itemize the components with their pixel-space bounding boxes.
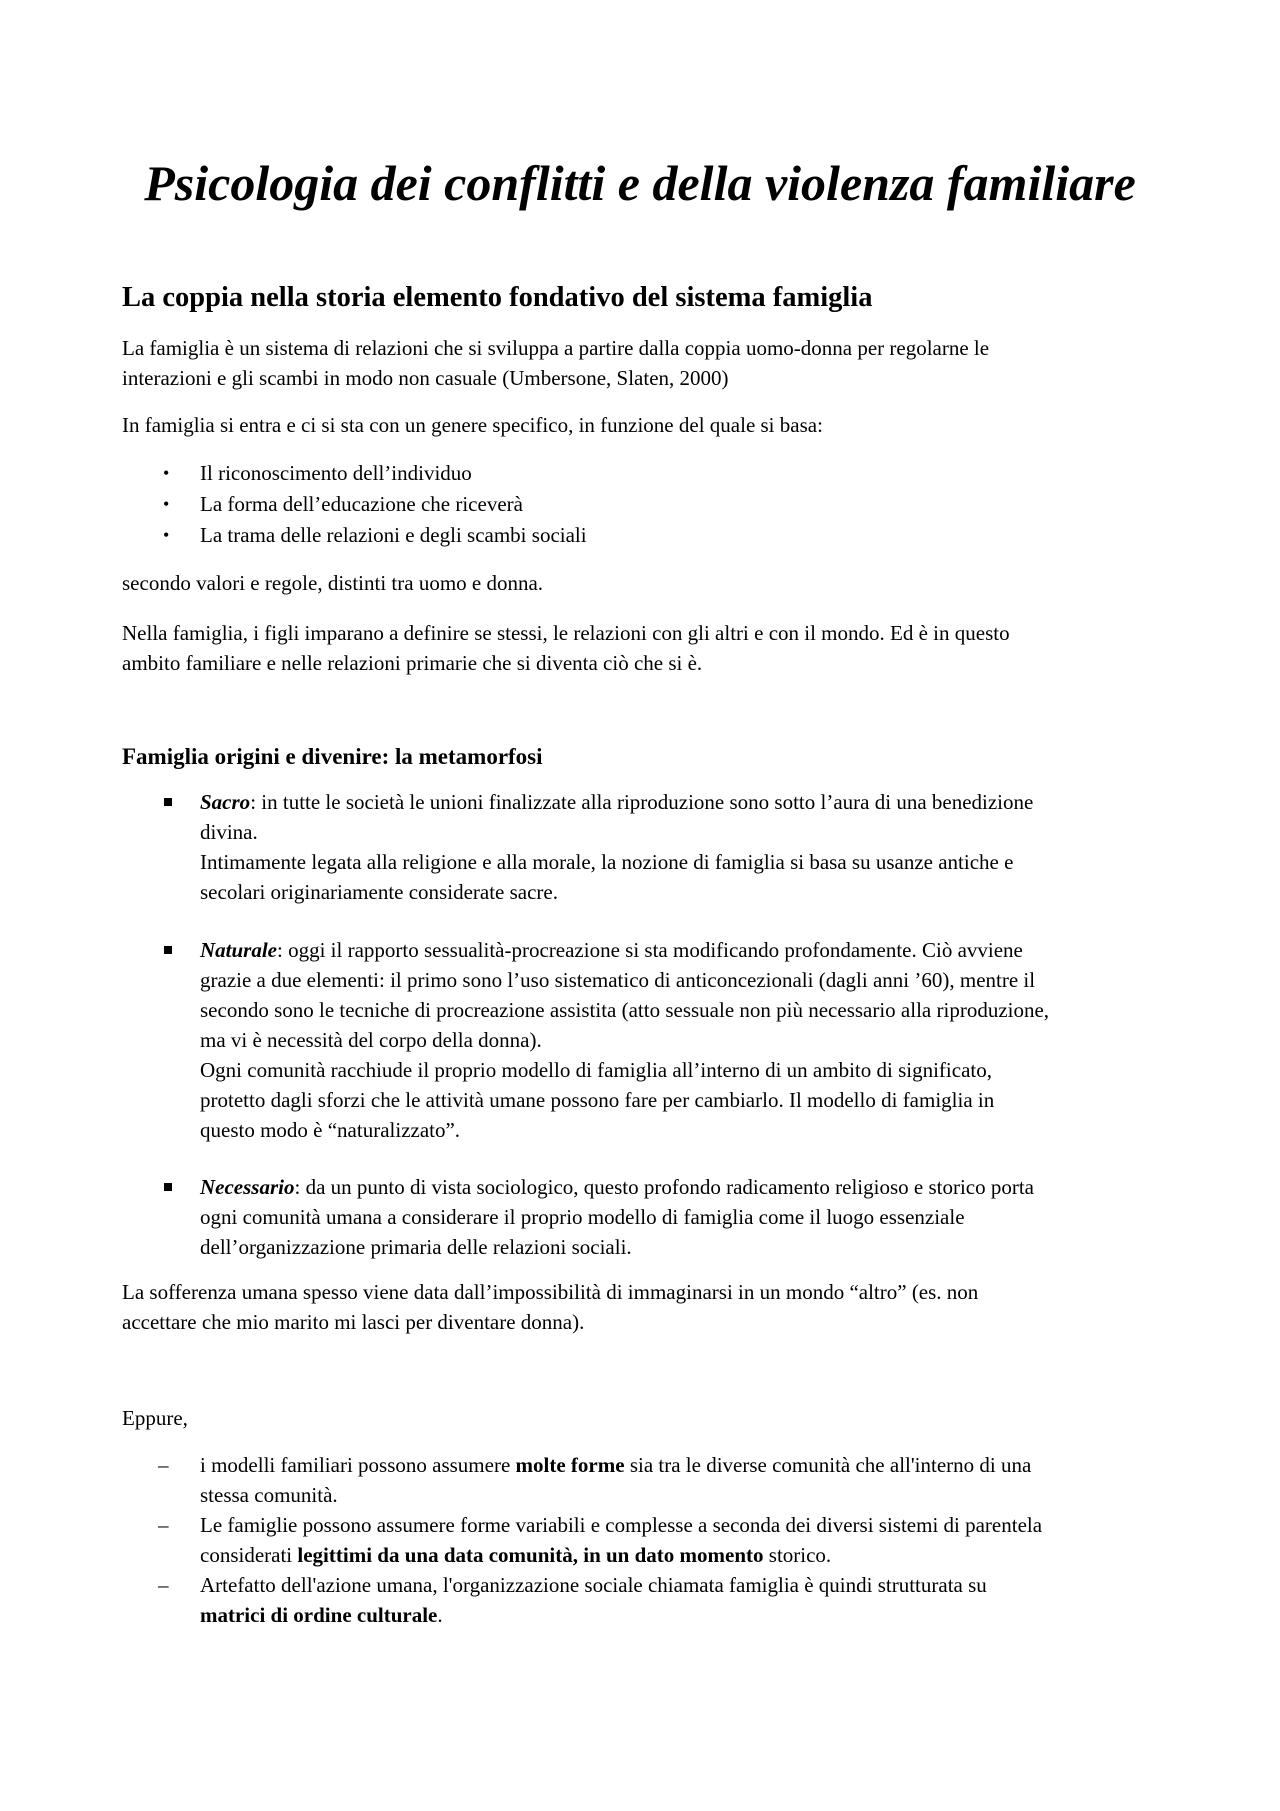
bullet-icon: •: [163, 494, 170, 514]
dash-bullet-icon: –: [158, 1453, 169, 1477]
paragraph-definizione-famiglia: La famiglia è un sistema di relazioni che si sviluppa a partire dalla coppia uomo-donna per regolarne le interazioni e gli scambi in modo non casuale (Umbersone, Slaten, 2000): [122, 336, 990, 390]
paragraph-figli: Nella famiglia, i figli imparano a definire se stessi, le relazioni con gli altri e con il mondo. Ed è in questo ambito familiare e nelle relazioni primarie che si diventa ciò che si è.: [122, 621, 1010, 675]
list-item-naturale: Naturale: oggi il rapporto sessualità-procreazione si sta modificando profondamente. Ciò avviene grazie a due elementi: il primo sono l’uso sistematico di anticoncezionali (dagli anni ’60), mentre il secondo sono le tecniche di procreazione assistita (atto sessuale non più necessario alla riproduzione, ma vi è necessità del corpo della donna). Ogni comunità racchiude il proprio modello di famiglia all’interno di un ambito di significato, protetto dagli sforzi che le attività umane possono fare per cambiarlo. Il modello di famiglia in questo modo è “naturalizzato”.: [122, 935, 1182, 1145]
dash-bullet-icon: –: [158, 1573, 169, 1597]
document-title: Psicologia dei conflitti e della violenza familiare: [144, 155, 1136, 211]
bullet-icon: •: [163, 525, 170, 545]
dash-list-item: – Artefatto dell'azione umana, l'organizzazione sociale chiamata famiglia è quindi strutturata su matrici di ordine culturale.: [122, 1570, 1182, 1630]
paragraph-eppure: Eppure,: [122, 1406, 188, 1430]
list-item-sacro: Sacro: in tutte le società le unioni finalizzate alla riproduzione sono sotto l’aura di una benedizione divina. Intimamente legata alla religione e alla morale, la nozione di famiglia si basa su usanze antiche e secolari originariamente considerate sacre.: [122, 787, 1182, 907]
paragraph-sofferenza: La sofferenza umana spesso viene data dall’impossibilità di immaginarsi in un mondo “altro” (es. non accettare che mio marito mi lasci per diventare donna).: [122, 1280, 979, 1334]
paragraph-genere: In famiglia si entra e ci si sta con un genere specifico, in funzione del quale si basa:: [122, 413, 823, 437]
list-item: • La forma dell’educazione che riceverà: [122, 489, 587, 520]
list-item-necessario: Necessario: da un punto di vista sociologico, questo profondo radicamento religioso e storico porta ogni comunità umana a considerare il proprio modello di famiglia come il luogo essenziale dell’organizzazione primaria delle relazioni sociali.: [122, 1172, 1182, 1262]
square-bullet-icon: [164, 1183, 172, 1191]
bullet-icon: •: [163, 463, 170, 483]
dash-list-item: – Le famiglie possono assumere forme variabili e complesse a seconda dei diversi sistemi di parentela considerati legittimi da una data comunità, in un dato momento storico.: [122, 1510, 1182, 1570]
list-item: • Il riconoscimento dell’individuo: [122, 458, 587, 489]
paragraph-valori: secondo valori e regole, distinti tra uomo e donna.: [122, 571, 544, 595]
dash-bullet-icon: –: [158, 1513, 169, 1537]
square-bullet-icon: [164, 798, 172, 806]
dash-list-item: – i modelli familiari possono assumere molte forme sia tra le diverse comunità che all'interno di una stessa comunità.: [122, 1450, 1182, 1510]
square-bullet-icon: [164, 946, 172, 954]
bullet-list: [122, 458, 587, 551]
section-heading-metamorfosi: Famiglia origini e divenire: la metamorfosi: [122, 744, 543, 769]
list-item: • La trama delle relazioni e degli scambi sociali: [122, 520, 587, 551]
section-heading-coppia: La coppia nella storia elemento fondativo del sistema famiglia: [122, 282, 873, 313]
